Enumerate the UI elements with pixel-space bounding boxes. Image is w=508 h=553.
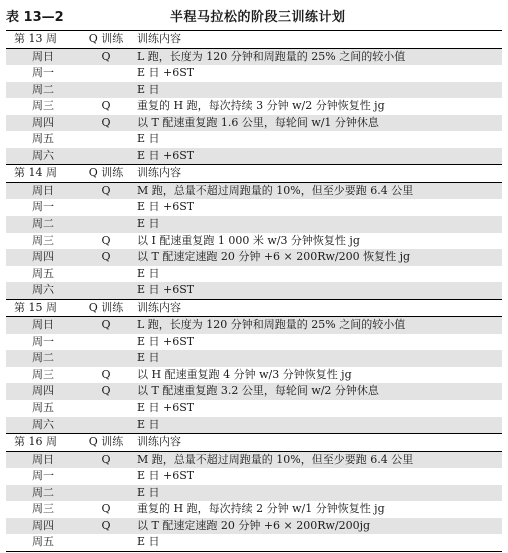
training-content: 以 T 配速重复跑 1.6 公里，每轮间 w/1 分钟休息 (137, 115, 379, 129)
day-name: 周四 (32, 518, 54, 532)
day-name: 周二 (32, 217, 54, 231)
training-content: E 日 (137, 535, 160, 549)
week-label: 第 14 周 (14, 166, 57, 180)
week-label: 第 13 周 (14, 32, 57, 45)
q-marker: Q (101, 502, 111, 516)
table-number: 表 13—2 (6, 10, 64, 25)
day-row (6, 485, 502, 502)
training-content: E 日 +6ST (137, 148, 195, 162)
day-row (6, 501, 502, 518)
day-row (6, 148, 502, 165)
training-content: E 日 +6ST (137, 469, 195, 483)
training-content: E 日 +6ST (137, 334, 195, 348)
q-marker: Q (101, 115, 111, 129)
content-column-header: 训练内容 (137, 32, 181, 45)
training-content: 重复的 H 跑，每次持续 2 分钟 w/1 分钟恢复性 jg (137, 502, 385, 516)
day-name: 周五 (32, 132, 54, 146)
day-row (6, 82, 502, 99)
week-header-row (6, 433, 502, 452)
day-row (6, 183, 502, 200)
day-name: 周六 (32, 283, 54, 297)
day-name: 周一 (32, 334, 54, 348)
day-name: 周日 (32, 452, 54, 466)
day-row (6, 317, 502, 334)
q-marker: Q (101, 318, 111, 332)
training-content: E 日 (137, 351, 160, 365)
training-content: E 日 +6ST (137, 401, 195, 415)
day-row (6, 266, 502, 283)
week-header-row (6, 164, 502, 183)
table-title: 半程马拉松的阶段三训练计划 (170, 10, 346, 25)
q-marker: Q (101, 49, 111, 63)
q-column-header: Q 训练 (88, 166, 124, 180)
week-header-row (6, 299, 502, 318)
day-name: 周五 (32, 535, 54, 549)
q-marker: Q (101, 452, 111, 466)
training-content: E 日 +6ST (137, 200, 195, 214)
training-content: 以 T 配速定速跑 20 分钟 +6 × 200Rw/200 恢复性 jg (137, 250, 411, 264)
day-name: 周二 (32, 82, 54, 96)
training-content: M 跑，总量不超过周跑量的 10%，但至少要跑 6.4 公里 (137, 452, 414, 466)
day-row (6, 131, 502, 148)
content-column-header: 训练内容 (137, 300, 181, 314)
day-name: 周四 (32, 250, 54, 264)
training-content: E 日 (137, 485, 160, 499)
q-marker: Q (101, 183, 111, 197)
training-content: E 日 (137, 417, 160, 431)
day-row (6, 98, 502, 115)
day-row (6, 400, 502, 417)
day-row (6, 199, 502, 216)
day-name: 周一 (32, 469, 54, 483)
day-row (6, 334, 502, 351)
day-row (6, 452, 502, 469)
content-column-header: 训练内容 (137, 166, 181, 180)
day-name: 周三 (32, 233, 54, 247)
day-row (6, 115, 502, 132)
day-name: 周二 (32, 485, 54, 499)
training-content: L 跑，长度为 120 分钟和周跑量的 25% 之间的较小值 (137, 318, 406, 332)
day-name: 周五 (32, 401, 54, 415)
q-marker: Q (101, 518, 111, 532)
day-row (6, 367, 502, 384)
training-content: E 日 (137, 132, 160, 146)
day-row (6, 65, 502, 82)
training-content: E 日 +6ST (137, 66, 195, 80)
day-name: 周日 (32, 183, 54, 197)
week-label: 第 15 周 (14, 300, 57, 314)
table-caption (0, 0, 508, 30)
day-row (6, 249, 502, 266)
day-row (6, 383, 502, 400)
day-name: 周五 (32, 266, 54, 280)
day-row (6, 534, 502, 551)
training-content: 以 T 配速定速跑 20 分钟 +6 × 200Rw/200jg (137, 518, 371, 532)
training-content: 以 T 配速重复跑 3.2 公里，每轮间 w/2 分钟休息 (137, 384, 379, 398)
day-row (6, 49, 502, 66)
training-content: 以 H 配速重复跑 4 分钟 w/3 分钟恢复性 jg (137, 367, 352, 381)
week-header-row (6, 31, 502, 49)
q-marker: Q (101, 250, 111, 264)
day-row (6, 417, 502, 434)
training-content: L 跑，长度为 120 分钟和周跑量的 25% 之间的较小值 (137, 49, 406, 63)
training-content: E 日 (137, 82, 160, 96)
day-row (6, 233, 502, 250)
training-plan-table (6, 30, 502, 551)
day-name: 周三 (32, 367, 54, 381)
day-name: 周六 (32, 148, 54, 162)
q-marker: Q (101, 367, 111, 381)
training-content: 重复的 H 跑，每次持续 3 分钟 w/2 分钟恢复性 jg (137, 99, 385, 113)
day-name: 周一 (32, 66, 54, 80)
q-marker: Q (101, 384, 111, 398)
training-content: 以 I 配速重复跑 1 000 米 w/3 分钟恢复性 jg (137, 233, 360, 247)
day-name: 周六 (32, 417, 54, 431)
day-name: 周日 (32, 318, 54, 332)
week-label: 第 16 周 (14, 435, 57, 449)
table-bottom-rule (6, 551, 502, 552)
q-marker: Q (101, 99, 111, 113)
training-content: E 日 (137, 266, 160, 280)
day-name: 周三 (32, 502, 54, 516)
content-column-header: 训练内容 (137, 435, 181, 449)
day-row (6, 518, 502, 535)
day-row (6, 216, 502, 233)
day-row (6, 468, 502, 485)
day-name: 周日 (32, 49, 54, 63)
day-name: 周四 (32, 115, 54, 129)
q-column-header: Q 训练 (88, 435, 124, 449)
q-column-header: Q 训练 (88, 300, 124, 314)
q-column-header: Q 训练 (88, 32, 124, 45)
day-row (6, 350, 502, 367)
q-marker: Q (101, 233, 111, 247)
day-row (6, 282, 502, 299)
day-name: 周一 (32, 200, 54, 214)
training-content: E 日 +6ST (137, 283, 195, 297)
day-name: 周三 (32, 99, 54, 113)
training-content: E 日 (137, 217, 160, 231)
training-content: M 跑，总量不超过周跑量的 10%，但至少要跑 6.4 公里 (137, 183, 414, 197)
day-name: 周二 (32, 351, 54, 365)
day-name: 周四 (32, 384, 54, 398)
